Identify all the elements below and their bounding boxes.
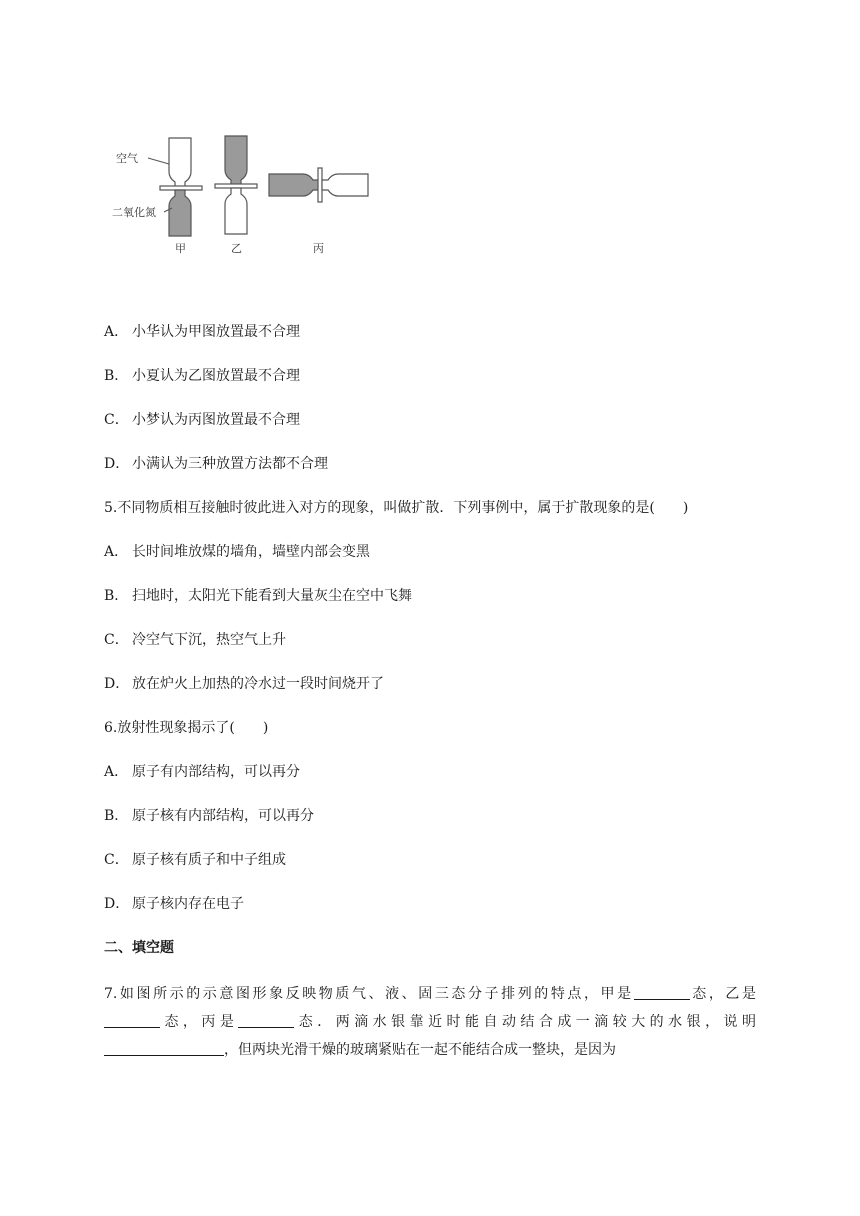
q5-option-a[interactable]: A． 长时间堆放煤的墙角，墙壁内部会变黑	[104, 544, 370, 560]
q7-line-3: ，但两块光滑干燥的玻璃紧贴在一起不能结合成一整块，是因为	[104, 1036, 756, 1064]
label-yi: 乙	[231, 242, 242, 255]
q6-stem: 6.放射性现象揭示了( )	[104, 720, 269, 736]
q6-option-c[interactable]: C． 原子核有质子和中子组成	[104, 852, 286, 868]
label-air: 空气	[116, 152, 138, 165]
label-jia: 甲	[175, 242, 186, 255]
answer-blank[interactable]	[104, 1039, 224, 1056]
bing-left-bottle	[269, 174, 319, 196]
yi-top-bottle	[225, 136, 247, 186]
section-heading: 二、填空题	[104, 940, 174, 956]
q7-line-1: 7.如图所示的示意图形象反映物质气、液、固三态分子排列的特点，甲是 态，乙是	[104, 980, 756, 1008]
bottles-diagram	[112, 128, 382, 260]
label-bing: 丙	[313, 242, 324, 255]
answer-blank[interactable]	[634, 983, 690, 1000]
answer-blank[interactable]	[238, 1011, 294, 1028]
bing-right-bottle	[322, 174, 368, 196]
q5-option-b[interactable]: B． 扫地时，太阳光下能看到大量灰尘在空中飞舞	[104, 588, 412, 604]
air-leader-line	[148, 158, 169, 164]
diffusion-bottles-figure	[112, 128, 382, 260]
yi-bottom-bottle	[225, 188, 247, 234]
q4-option-b[interactable]: B． 小夏认为乙图放置最不合理	[104, 368, 300, 384]
q5-option-d[interactable]: D． 放在炉火上加热的冷水过一段时间烧开了	[104, 676, 384, 692]
jia-plate	[160, 186, 202, 190]
q6-option-a[interactable]: A． 原子有内部结构，可以再分	[104, 764, 300, 780]
q5-option-c[interactable]: C． 冷空气下沉，热空气上升	[104, 632, 286, 648]
q7-paragraph	[104, 980, 756, 1064]
answer-blank[interactable]	[104, 1011, 160, 1028]
q5-stem: 5.不同物质相互接触时彼此进入对方的现象，叫做扩散．下列事例中，属于扩散现象的是( )	[104, 500, 689, 516]
yi-plate	[215, 184, 257, 188]
jia-bottom-bottle	[169, 190, 191, 236]
q4-option-c[interactable]: C． 小梦认为丙图放置最不合理	[104, 412, 300, 428]
jia-top-bottle	[169, 138, 191, 188]
q4-option-d[interactable]: D． 小满认为三种放置方法都不合理	[104, 456, 328, 472]
label-no2: 二氧化氮	[112, 206, 156, 219]
q6-option-d[interactable]: D． 原子核内存在电子	[104, 896, 244, 912]
q6-option-b[interactable]: B． 原子核有内部结构，可以再分	[104, 808, 314, 824]
q7-line-2: 态，丙是 态．两滴水银靠近时能自动结合成一滴较大的水银，说明	[104, 1008, 756, 1036]
q4-option-a[interactable]: A． 小华认为甲图放置最不合理	[104, 324, 300, 340]
